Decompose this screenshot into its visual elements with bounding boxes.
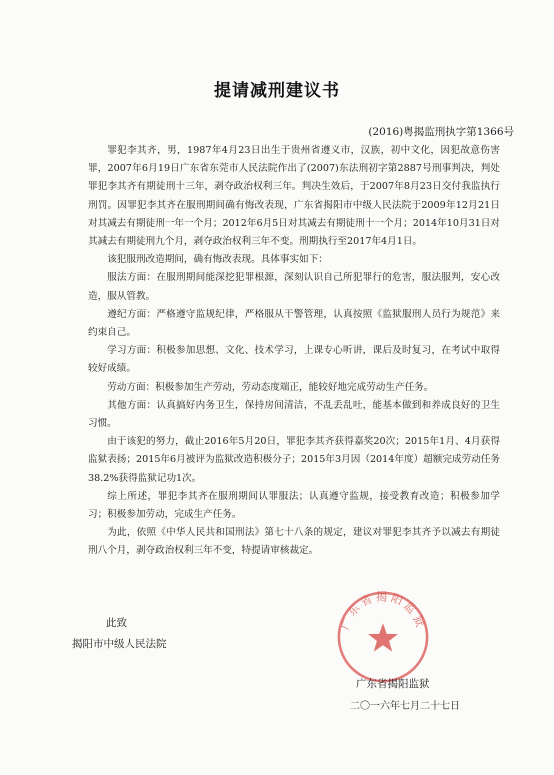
paragraph-other: 其他方面：认真搞好内务卫生，保持房间清洁，不乱丢乱吐，能基本做到和养成良好的卫生习惯。 [88, 399, 500, 430]
document-title: 提请减刑建议书 [214, 81, 340, 101]
salutation: 此致 [106, 617, 127, 629]
issuing-authority: 广东省揭阳监狱 [356, 678, 430, 690]
paragraph-intro: 该犯服刑改造期间，确有悔改表现。具体事实如下： [107, 254, 328, 266]
paragraph-proposal: 为此，依照《中华人民共和国刑法》第七十八条的规定，建议对罪犯李其齐予以减去有期徒刑八个月，剥夺政治权利三年不变，特提请审核裁定。 [88, 527, 500, 557]
paragraph-study: 学习方面：积极参加思想、文化、技术学习，上课专心听讲，课后及时复习，在考试中取得较好成绩。 [88, 345, 500, 375]
paragraph-summary: 综上所述，罪犯李其齐在服刑期间认罪服法；认真遵守监规，接受教育改造；积极参加学习；积极参加劳动，完成生产任务。 [88, 490, 500, 521]
seal-text: 广东省揭阳监狱 [338, 590, 428, 632]
star-icon [368, 623, 398, 651]
paragraph-basic-info: 罪犯李其齐，男，1987年4月23日出生于贵州省遵义市，汉族，初中文化，因犯故意伤害罪，2007年6月19日广东省东莞市人民法院作出了(2007)东法刑初字第2887号刑事判决，判处罪犯李其齐有期徒刑十三年，剥夺政治权利三年。判决生效后，于2007年8月23日交付我监执行刑罚。因罪犯李其齐在服刑期间确有悔改表现，广东省揭阳市中级人民法院于2009年12月21日对其减去有期徒刑一年一个月；2012年6月5日对其减去有期徒刑十一个月；2014年10月31日对其减去有期徒刑九个月，剥夺政治权利三年不变。刑期执行至2017年4月1日。 [88, 145, 500, 248]
paragraph-labor: 劳动方面：积极参加生产劳动，劳动态度端正，能较好地完成劳动生产任务。 [107, 381, 434, 393]
recipient-court: 揭阳市中级人民法院 [72, 638, 167, 650]
paragraph-discipline: 遵纪方面：严格遵守监规纪律，严格服从干警管理，认真按照《监狱服刑人员行为规范》来约束自己。 [88, 308, 500, 339]
document-date: 二〇一六年七月二十七日 [350, 701, 460, 712]
document-body [88, 142, 500, 561]
paragraph-law-abiding: 服法方面：在服刑期间能深挖犯罪根源，深刻认识自己所犯罪行的危害，服法服判，安心改造，服从管教。 [88, 272, 500, 302]
document-number: (2016)粤揭监刑执字第1366号 [368, 126, 514, 138]
official-seal [334, 588, 432, 686]
paragraph-rewards: 由于该犯的努力，截止2016年5月20日，罪犯李其齐获得嘉奖20次；2015年1月、4月获得监狱表扬；2015年6月被评为监狱改造积极分子；2015年3月因（2014年度）超额完成劳动任务38.2%获得监狱记功1次。 [88, 436, 500, 484]
